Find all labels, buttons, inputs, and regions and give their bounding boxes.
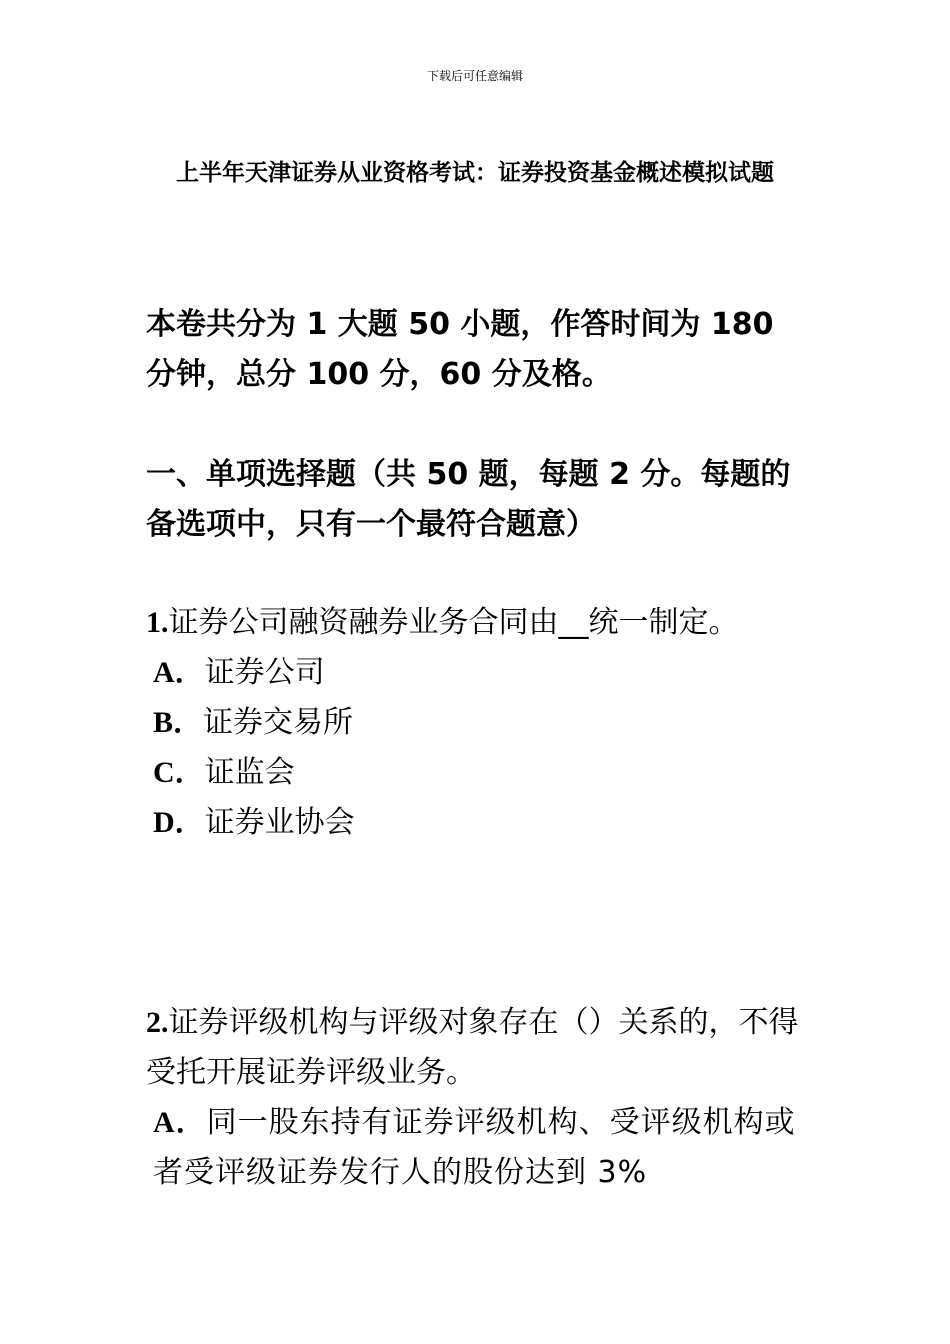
question-number: 1. bbox=[146, 606, 169, 639]
option-letter: A． bbox=[153, 656, 205, 689]
option-d bbox=[146, 798, 810, 848]
option-letter: D． bbox=[153, 806, 205, 839]
question-text: 证券评级机构与评级对象存在（）关系的，不得受托开展证券评级业务。 bbox=[146, 1005, 799, 1090]
question-stem bbox=[146, 598, 810, 648]
question-number: 2. bbox=[146, 1006, 169, 1039]
option-letter: C． bbox=[153, 756, 205, 789]
header-note: 下载后可任意编辑 bbox=[426, 69, 523, 83]
option-letter: A． bbox=[153, 1106, 207, 1139]
option-a bbox=[146, 1098, 810, 1198]
option-letter: B． bbox=[153, 706, 204, 739]
question-2 bbox=[146, 998, 810, 1198]
question-stem bbox=[146, 998, 810, 1098]
option-text: 证券交易所 bbox=[203, 705, 354, 740]
option-text: 证监会 bbox=[204, 755, 295, 790]
document-title: 上半年天津证券从业资格考试：证券投资基金概述模拟试题 bbox=[176, 160, 774, 186]
option-text: 证券公司 bbox=[204, 655, 325, 690]
question-1 bbox=[146, 598, 810, 848]
option-a bbox=[146, 648, 810, 698]
question-text: 证券公司融资融券业务合同由__统一制定。 bbox=[168, 605, 739, 640]
option-text: 同一股东持有证券评级机构、受评级机构或者受评级证券发行人的股份达到 3% bbox=[153, 1105, 796, 1190]
option-text: 证券业协会 bbox=[204, 805, 355, 840]
option-c bbox=[146, 748, 810, 798]
option-b bbox=[146, 698, 810, 748]
section-heading: 一、单项选择题（共 50 题，每题 2 分。每题的备选项中，只有一个最符合题意） bbox=[146, 457, 791, 542]
exam-intro: 本卷共分为 1 大题 50 小题，作答时间为 180 分钟，总分 100 分，60 分及格。 bbox=[146, 307, 774, 392]
